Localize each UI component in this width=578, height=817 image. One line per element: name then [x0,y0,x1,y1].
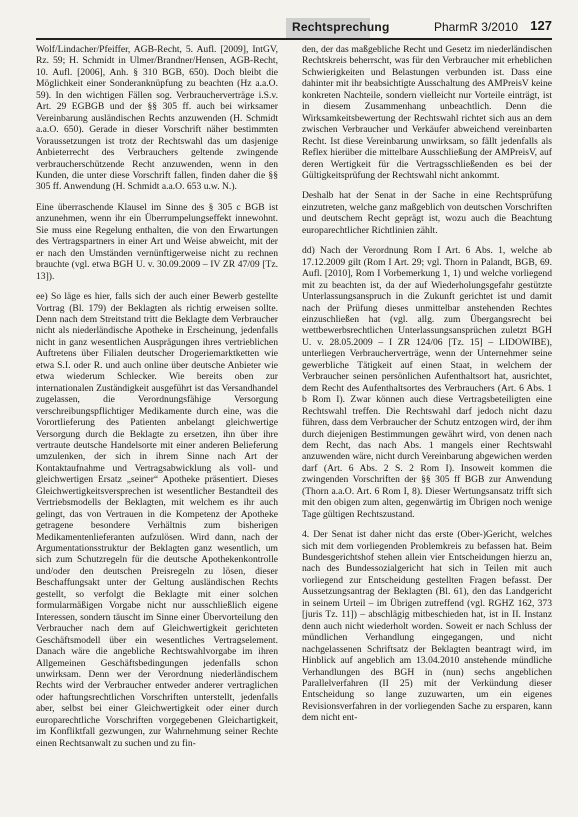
header-rule [36,38,552,40]
left-paragraph-1: Wolf/Lindacher/Pfeiffer, AGB-Recht, 5. Aufl. [2009], IntGV, Rz. 59; H. Schmidt in Ulmer/Brandner/Hensen, AGB-Recht, 10. Aufl. [2006], Anh. § 310 BGB, 650). Doch bleibt die Möglichkeit einer Sonderanknüpfung zu beachten (Hz a.a.O. 59). In den wichtigen Fällen sog. Verbraucherverträge i.S.v. Art. 29 EGBGB und der §§ 305 ff. auch bei wirksamer Vereinbarung ausländischen Rechts anzuwenden (H. Schmidt a.a.O. 650). Gerade in dieser Vorschrift näher bestimmten Voraussetzungen ist trotz der Rechtswahl das um dasjenige Anbieterrecht des Verbrauchers geltende zwingende verbraucherschützende Recht anzuwenden, wenn in den Kunden, die unter diese Vorschrift fallen, finden daher die §§ 305 ff. Anwendung (H. Schmidt a.a.O. 653 u.w. N.). [36,44,278,193]
right-column [302,44,552,724]
page-number: 127 [530,18,552,33]
left-paragraph-2: Eine überraschende Klausel im Sinne des § 305 c BGB ist anzunehmen, wenn ihr ein Überrumpelungseffekt innewohnt. Sie muss eine Regelung enthalten, die von den Erwartungen des Vertragspartners in einer Art und Weise abweicht, mit der er nach den Umständen vernünftigerweise nicht zu rechnen brauchte (vgl. etwa BGH U. v. 30.09.2009 – IV ZR 47/09 [Tz. 13]). [36,201,278,282]
section-title: Rechtsprechung [292,20,390,34]
right-paragraph-4: 4. Der Senat ist daher nicht das erste (Ober-)Gericht, welches sich mit dem vorliegenden Problemkreis zu befassen hat. Beim Bundesgerichtshof stehen allein vier Entscheidungen hierzu an, nach des Bundessozialgericht hat sich in Teilen mit auch vorliegend zur Entscheidung gestellten Fragen befasst. Der Aussetzungsantrag der Beklagten (Bl. 61), den das Landgericht in seinem Urteil – im Übrigen zutreffend (vgl. RGHZ 162, 373 [juris Tz. 11]) – abschlägig mitbeschieden hat, ist in II. Instanz denn auch nicht wiederholt worden. Soweit er nach Schluss der mündlichen Verhandlung eingegangen, und nicht nachgelassenen Schriftsatz der Beklagten beantragt wird, im Hinblick auf angeblich am 13.04.2010 anstehende mündliche Verhandlungen des BGH in (nun) sechs angeblichen Parallelverfahren (II 25) mit der Verkündung dieser Entscheidung so lange zuzuwarten, um ein eigenes Revisionsverfahren in der vorliegenden Sache zu ersparen, kann dem nicht ent- [302,529,552,724]
journal-citation: PharmR 3/2010 [433,20,518,34]
right-paragraph-1: den, der das maßgebliche Recht und Gesetz im niederländischen Rechtskreis beherrscht, was für den Verbraucher mit erheblichen Schwierigkeiten und Belastungen verbunden ist. Dass eine dahinter mit ihr beabsichtigte Ausschaltung des AMPreisV keine konkreten Nachteile, sondern vielleicht nur Vorteile einträgt, ist in diesem Zusammenhang unbeachtlich. Denn die Wirksamkeitsbewertung der Rechtswahl richtet sich aus an dem zwischen Verbraucher und Verkäufer abweichend vereinbarten Recht. Ist diese Vereinbarung unwirksam, so fällt jedenfalls als Reflex hierüber die mittelbare Ausschließung der AMPreisV, auf deren Wertigkeit für die Vertragsschließenden es bei der Gültigkeitsprüfung der Rechtswahl nicht ankommt. [302,44,552,181]
page-header [36,14,552,42]
right-paragraph-3: dd) Nach der Verordnung Rom I Art. 6 Abs. 1, welche ab 17.12.2009 gilt (Rom I Art. 29; vgl. Thorn in Palandt, BGB, 69. Aufl. [2010], Rom I Vorbemerkung 1, 1) und welche vorliegend mit zu beachten ist, da der auf Wiederholungsgefahr gestützte Unterlassungsanspruch in die Zukunft gerichtet ist und damit nach der Prüfung dieses unmittelbar anstehenden Rechtes einzuschließen hat (vgl. allg. zum Übergangsrecht bei wettbewerbsrechtlichen Unterlassungsansprüchen zuletzt BGH U. v. 28.05.2009 – I ZR 124/06 [Tz. 15] – LIDOWIBE), unterliegen Verbraucherverträge, wenn der Unternehmer seine gewerbliche Tätigkeit auf einen Staat, in welchem der Verbraucher seinen persönlichen Aufenthaltsort hat, ausrichtet, dem Recht des Aufenthaltsortes des Verbrauchers (Art. 6 Abs. 1 b Rom I). Zwar können auch diese Vertragsbeteiligten eine Rechtswahl treffen. Die Rechtswahl darf jedoch nicht dazu führen, dass dem Verbraucher der Schutz entzogen wird, der ihm durch diejenigen Bestimmungen gewährt wird, von denen nach dem Recht, das nach Abs. 1 mangels einer Rechtswahl anzuwenden wäre, nicht durch Vereinbarung abgewichen werden darf (Art. 6 Abs. 2 S. 2 Rom I). Insoweit kommen die zwingenden Vorschriften der §§ 305 ff BGB zur Anwendung (Thorn a.a.O. Art. 6 Rom I, 8). Dieser Wertungsansatz trifft sich mit den obigen zum alten, gegenwärtig im Übrigen noch wenige Tage gültigen Rechtszustand. [302,245,552,520]
left-column [36,44,278,749]
left-paragraph-3: ee) So läge es hier, falls sich der auch einer Bewerb gestellte Vortrag (Bl. 179) der Beklagten als richtig erweisen sollte. Denn nach dem Streitstand tritt die Beklagte dem Verbraucher nicht als niederländische Apotheke in Erscheinung, jedenfalls nicht in ganz wesentlichen Ausprägungen ihres vertrieblichen Auftretens über Filialen deutscher Drogeriemarktketten wie etwa S.I. oder R. und auch online über deutsche Anbieter wie etwa wiederum Schlecker. Wie bereits oben zur internationalen Zuständigkeit ausgeführt ist das Versandhandel zugelassen, die Verordnungsfähige Versorgung verschreibungspflichtiger Medikamente durch eine, was die Vorortlieferung des Patienten anbelangt gleichwertige Versorgung durch die Beklagte zu ersetzen, ihn über ihre vertraute deutsche Handelsorte mit einer anderen Belieferung umzulenken, der sich in ihrem Sinne nach Art der Kontaktaufnahme und Vertragsabwicklung als voll- und gleichwertigen Ersatz „seiner“ Apotheke präsentiert. Dieses Gleichwertigkeitsversprechen ist wesentlicher Bestandteil des Vertriebsmodells der Beklagten, mit welchem es ihr auch gelingt, das von Vertrauen in die Kompetenz der Apotheke getragene besondere Verhältnis zum bisherigen Medikamentenlieferanten aufzulösen. Wird dann, nach der Argumentationsstruktur der Beklagten ganz wesentlich, um sich zum Schutzregeln für die deutsche Apothekenkontrolle und/oder den deutschen Preisregeln zu lösen, dieser Beschaffungsakt unter der Geltung ausländischen Rechts gestellt, so verfolgt die Beklagte mit einer solchen formularmäßigen Vorgabe nicht nur ausschließlich eigene Interessen, sondern täuscht im Sinne einer Übervorteilung den Verbraucher nach dem auf Gleichwertigkeit gerichteten Geschäftsmodell über ein wesentliches Vertragselement. Danach wäre die angebliche Rechtswahlvorgabe im ihren Allgemeinen Geschäftsbedingungen jedenfalls schon unwirksam. Denn wer der Verordnung niederländischem Rechts wird der Verbraucher entweder anderer vertraglichen oder haftungsrechtlichen Vorschriften unterstellt, jedenfalls aber, selbst bei einer Gleichwertigkeit oder einer durch europarechtliche Vorschriften vorgegebenen Gleichartigkeit, im Konfliktfall gezwungen, zur Wahrnehmung seiner Rechte einen Rechtsanwalt zu suchen und zu fin- [36,291,278,749]
right-paragraph-2: Deshalb hat der Senat in der Sache in eine Rechtsprüfung einzutreten, welche ganz maßgeblich von deutschen Vorschriften und deutschem Recht geprägt ist, wozu auch die Beachtung europarechtlicher Richtlinien zählt. [302,190,552,236]
